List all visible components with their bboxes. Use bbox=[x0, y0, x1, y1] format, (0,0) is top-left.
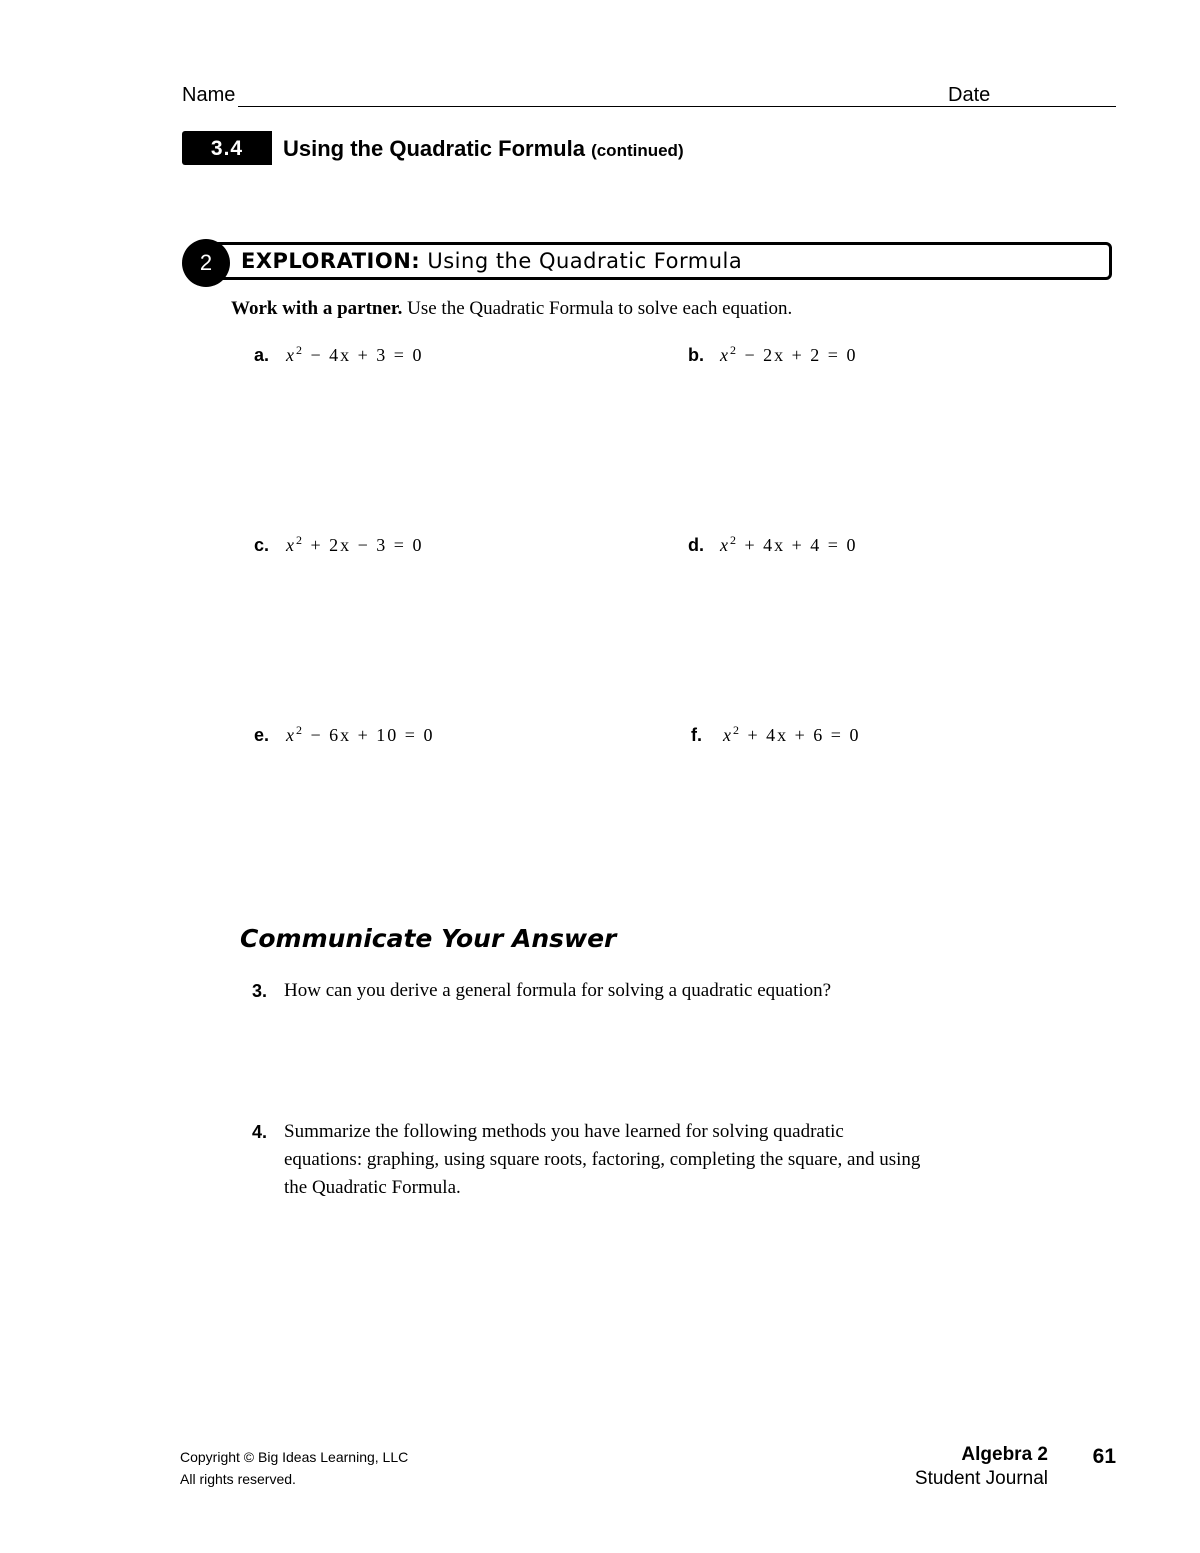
section-continued: (continued) bbox=[591, 141, 684, 160]
problem-label: e. bbox=[254, 725, 270, 745]
copyright-text: Copyright © Big Ideas Learning, LLC bbox=[180, 1449, 409, 1465]
section-title-text: Using the Quadratic Formula bbox=[283, 136, 585, 161]
name-label: Name bbox=[182, 84, 236, 106]
book-subtitle: Student Journal bbox=[914, 1468, 1048, 1489]
problem-a: a. $x^2 - 4x + 3 = 0$ bbox=[254, 343, 424, 365]
problem-label: d. bbox=[688, 535, 704, 555]
question-4 bbox=[252, 1118, 952, 1208]
book-title: Algebra 2 bbox=[961, 1444, 1048, 1465]
problem-equation: − 2x + 2 = 0 bbox=[738, 345, 858, 365]
copyright-block bbox=[180, 1446, 408, 1490]
question-3 bbox=[252, 977, 952, 1007]
section-title bbox=[283, 136, 684, 162]
problem-label: f. bbox=[691, 725, 702, 745]
problem-equation: + 4x + 4 = 0 bbox=[738, 535, 858, 555]
exploration-intro bbox=[231, 298, 792, 320]
problem-label: c. bbox=[254, 535, 270, 555]
problem-label: a. bbox=[254, 345, 270, 365]
intro-bold: Work with a partner. bbox=[231, 298, 403, 319]
problem-b: b. $x^2 - 2x + 2 = 0$ bbox=[688, 343, 858, 365]
problem-equation: + 4x + 6 = 0 bbox=[741, 725, 861, 745]
problem-e: e. $x^2 - 6x + 10 = 0$ bbox=[254, 723, 435, 745]
problem-equation: + 2x − 3 = 0 bbox=[304, 535, 424, 555]
problem-label: b. bbox=[688, 345, 704, 365]
problem-f: f. $x^2 + 4x + 6 = 0$ bbox=[691, 723, 861, 745]
book-title-block bbox=[880, 1443, 1048, 1491]
problem-equation: − 4x + 3 = 0 bbox=[304, 345, 424, 365]
date-field-line[interactable] bbox=[1002, 106, 1116, 107]
exploration-number: 2 bbox=[182, 239, 230, 287]
question-number: 3. bbox=[252, 981, 268, 1001]
exploration-title: Using the Quadratic Formula bbox=[427, 249, 743, 273]
problem-c: c. $x^2 + 2x - 3 = 0$ bbox=[254, 533, 424, 555]
question-text: Summarize the following methods you have learned for solving quadratic equations: graphing, using square roots, factoring, completing the square, and using the Quadratic Formula. bbox=[284, 1121, 921, 1198]
question-text: How can you derive a general formula for solving a quadratic equation? bbox=[284, 980, 832, 1001]
name-date-row bbox=[182, 84, 1116, 110]
section-number-badge: 3.4 bbox=[182, 131, 272, 165]
question-number: 4. bbox=[252, 1122, 268, 1142]
communicate-title: Communicate Your Answer bbox=[240, 924, 617, 953]
intro-text: Use the Quadratic Formula to solve each equation. bbox=[407, 298, 793, 319]
problem-d: d. $x^2 + 4x + 4 = 0$ bbox=[688, 533, 858, 555]
page-number: 61 bbox=[1092, 1445, 1116, 1468]
rights-text: All rights reserved. bbox=[180, 1471, 296, 1487]
date-label: Date bbox=[948, 84, 991, 106]
problem-equation: − 6x + 10 = 0 bbox=[304, 725, 435, 745]
exploration-label: EXPLORATION: bbox=[241, 249, 421, 273]
exploration-heading bbox=[241, 249, 742, 273]
